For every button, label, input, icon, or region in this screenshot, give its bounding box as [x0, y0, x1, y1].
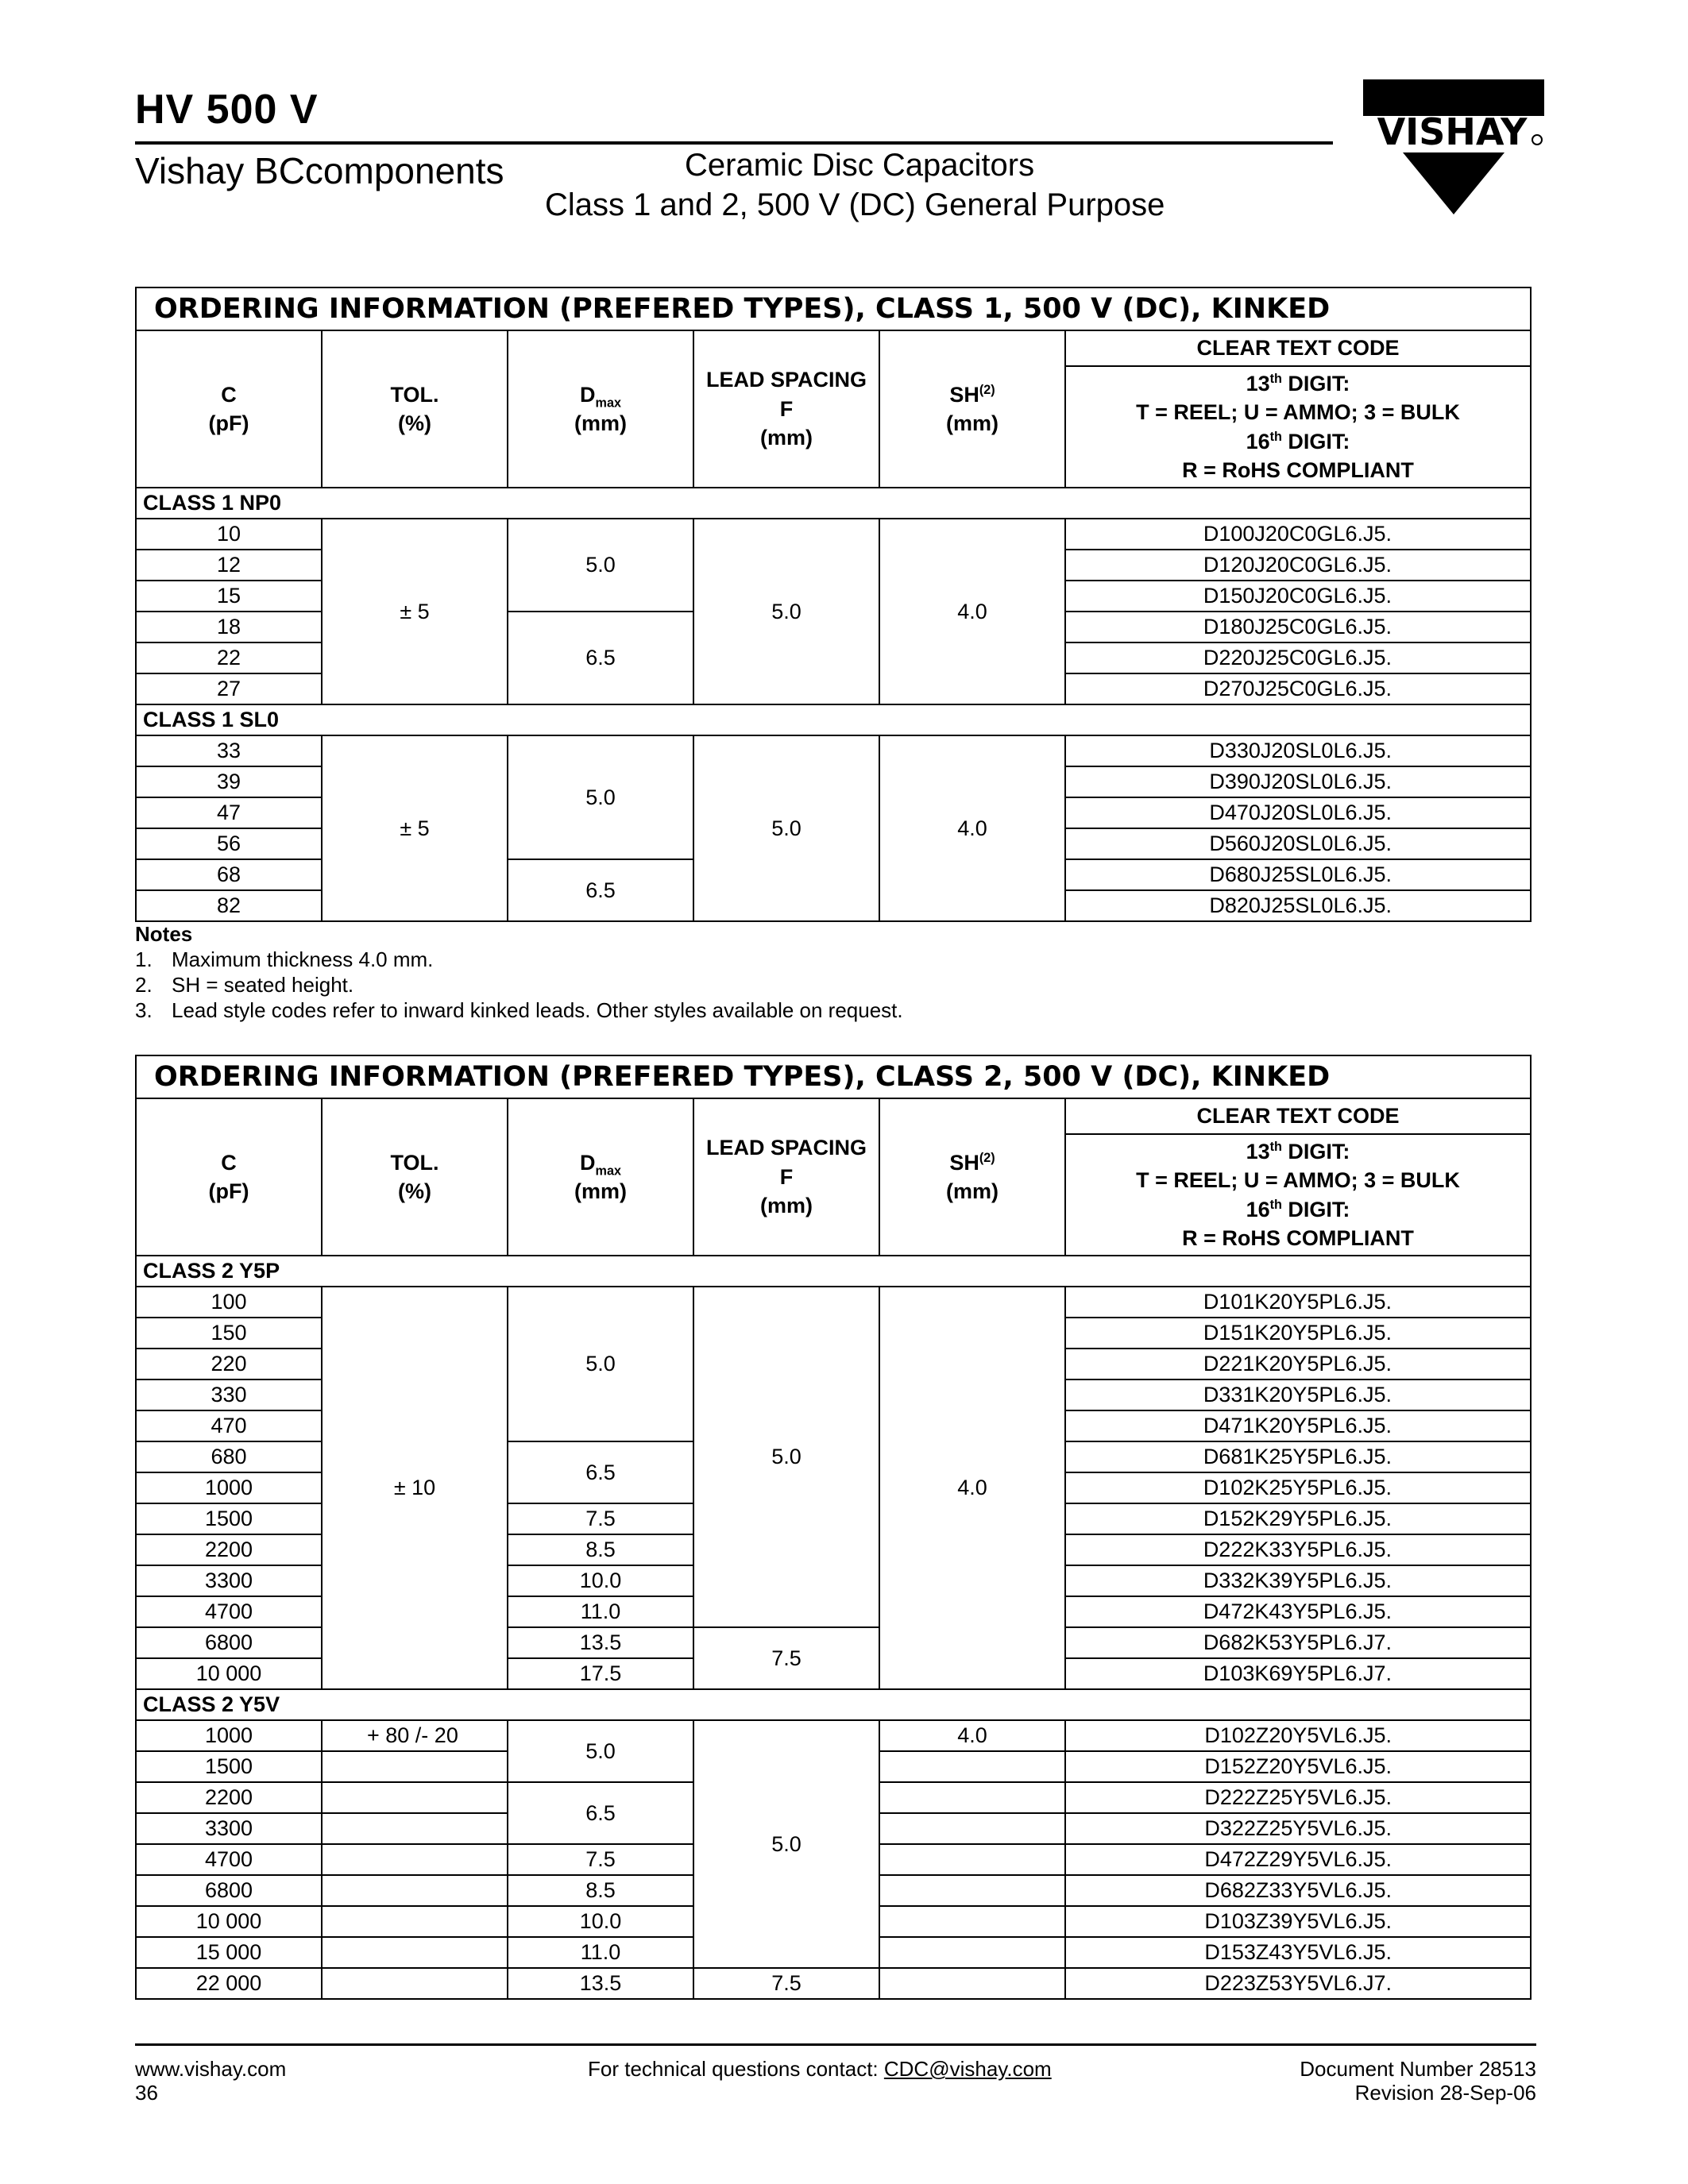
cell-tol — [322, 1906, 508, 1937]
cell-code: D223Z53Y5VL6.J7. — [1065, 1968, 1531, 1999]
cell-sh — [879, 1875, 1065, 1906]
notes-heading: Notes — [135, 922, 193, 946]
cell-c: 56 — [136, 828, 322, 859]
cell-code: D102K25Y5PL6.J5. — [1065, 1472, 1531, 1503]
cell-lead-spacing: 7.5 — [693, 1627, 879, 1689]
cell-code: D560J20SL0L6.J5. — [1065, 828, 1531, 859]
cell-code: D103K69Y5PL6.J7. — [1065, 1658, 1531, 1689]
header-rule — [135, 141, 1333, 145]
cell-c: 1500 — [136, 1751, 322, 1782]
cell-c: 3300 — [136, 1813, 322, 1844]
cell-code: D682Z33Y5VL6.J5. — [1065, 1875, 1531, 1906]
cell-code: D221K20Y5PL6.J5. — [1065, 1349, 1531, 1379]
cell-tol: + 80 /- 20 — [322, 1720, 508, 1751]
cell-c: 4700 — [136, 1844, 322, 1875]
cell-dmax: 13.5 — [508, 1627, 693, 1658]
cell-c: 220 — [136, 1349, 322, 1379]
cell-c: 10 000 — [136, 1906, 322, 1937]
page-title: HV 500 V — [135, 87, 319, 133]
cell-code: D152Z20Y5VL6.J5. — [1065, 1751, 1531, 1782]
cell-code: D270J25C0GL6.J5. — [1065, 673, 1531, 704]
cell-code: D120J20C0GL6.J5. — [1065, 550, 1531, 581]
subtitle-line-1: Ceramic Disc Capacitors — [685, 148, 1035, 183]
cell-code: D471K20Y5PL6.J5. — [1065, 1410, 1531, 1441]
cell-sh — [879, 1937, 1065, 1968]
cell-c: 3300 — [136, 1565, 322, 1596]
cell-tol — [322, 1813, 508, 1844]
vishay-logo — [1363, 79, 1544, 214]
note-item: 3. Lead style codes refer to inward kinked leads. Other styles available on request. — [135, 998, 903, 1022]
cell-c: 2200 — [136, 1534, 322, 1565]
cell-tol — [322, 1844, 508, 1875]
cell-c: 22 000 — [136, 1968, 322, 1999]
cell-code: D150J20C0GL6.J5. — [1065, 581, 1531, 612]
cell-code: D322Z25Y5VL6.J5. — [1065, 1813, 1531, 1844]
cell-sh: 4.0 — [879, 1287, 1065, 1689]
cell-code: D100J20C0GL6.J5. — [1065, 519, 1531, 550]
cell-sh — [879, 1813, 1065, 1844]
cell-code: D180J25C0GL6.J5. — [1065, 612, 1531, 642]
footer-contact: For technical questions contact: CDC@vishay.com — [588, 2057, 1052, 2081]
col-header-lead-spacing: LEAD SPACING F (mm) — [693, 330, 879, 488]
cell-dmax: 5.0 — [508, 1287, 693, 1441]
col-header-lead-spacing: LEAD SPACING F (mm) — [693, 1098, 879, 1256]
cell-dmax: 10.0 — [508, 1565, 693, 1596]
cell-c: 150 — [136, 1318, 322, 1349]
cell-tol — [322, 1937, 508, 1968]
cell-lead-spacing: 5.0 — [693, 1720, 879, 1968]
col-header-c: C (pF) — [136, 330, 322, 488]
note-item: 1. Maximum thickness 4.0 mm. — [135, 947, 434, 971]
cell-c: 27 — [136, 673, 322, 704]
table-title: ORDERING INFORMATION (PREFERED TYPES), CLASS 2, 500 V (DC), KINKED — [136, 1055, 1531, 1098]
footer-url[interactable]: www.vishay.com — [135, 2057, 287, 2081]
cell-c: 33 — [136, 735, 322, 766]
col-header-code-digits: 13th DIGIT: T = REEL; U = AMMO; 3 = BULK 16th DIGIT: R = RoHS COMPLIANT — [1065, 366, 1531, 488]
cell-code: D331K20Y5PL6.J5. — [1065, 1379, 1531, 1410]
cell-dmax: 5.0 — [508, 519, 693, 612]
col-header-c: C (pF) — [136, 1098, 322, 1256]
document-number: Document Number 28513 — [1300, 2057, 1536, 2081]
table-title: ORDERING INFORMATION (PREFERED TYPES), CLASS 1, 500 V (DC), KINKED — [136, 287, 1531, 330]
cell-dmax: 11.0 — [508, 1596, 693, 1627]
cell-sh — [879, 1968, 1065, 1999]
cell-c: 18 — [136, 612, 322, 642]
class-label: CLASS 1 SL0 — [136, 704, 1531, 735]
ordering-table-class-2 — [135, 1055, 1532, 2000]
cell-tol — [322, 1968, 508, 1999]
cell-dmax: 8.5 — [508, 1875, 693, 1906]
cell-code: D103Z39Y5VL6.J5. — [1065, 1906, 1531, 1937]
cell-dmax: 17.5 — [508, 1658, 693, 1689]
cell-dmax: 8.5 — [508, 1534, 693, 1565]
col-header-tol: TOL. (%) — [322, 330, 508, 488]
cell-lead-spacing: 7.5 — [693, 1968, 879, 1999]
class-label: CLASS 2 Y5V — [136, 1689, 1531, 1720]
cell-tol — [322, 1875, 508, 1906]
cell-c: 6800 — [136, 1875, 322, 1906]
cell-sh — [879, 1751, 1065, 1782]
cell-sh — [879, 1906, 1065, 1937]
cell-code: D220J25C0GL6.J5. — [1065, 642, 1531, 673]
cell-lead-spacing: 5.0 — [693, 519, 879, 704]
cell-tol: ± 5 — [322, 735, 508, 921]
cell-code: D152K29Y5PL6.J5. — [1065, 1503, 1531, 1534]
cell-c: 68 — [136, 859, 322, 890]
cell-c: 15 000 — [136, 1937, 322, 1968]
cell-dmax: 10.0 — [508, 1906, 693, 1937]
cell-dmax: 11.0 — [508, 1937, 693, 1968]
cell-sh: 4.0 — [879, 735, 1065, 921]
notes — [135, 921, 903, 1023]
class-label: CLASS 1 NP0 — [136, 488, 1531, 519]
cell-dmax: 7.5 — [508, 1844, 693, 1875]
cell-dmax: 7.5 — [508, 1503, 693, 1534]
cell-c: 330 — [136, 1379, 322, 1410]
cell-code: D222Z25Y5VL6.J5. — [1065, 1782, 1531, 1813]
cell-code: D470J20SL0L6.J5. — [1065, 797, 1531, 828]
cell-code: D680J25SL0L6.J5. — [1065, 859, 1531, 890]
contact-email-link[interactable]: CDC@vishay.com — [883, 2057, 1052, 2081]
col-header-sh: SH$^{(2)}$ (mm) — [879, 1098, 1065, 1256]
cell-c: 1500 — [136, 1503, 322, 1534]
company-name: Vishay BCcomponents — [135, 150, 504, 191]
col-header-clear-text-code: CLEAR TEXT CODE — [1065, 1098, 1531, 1134]
cell-code: D330J20SL0L6.J5. — [1065, 735, 1531, 766]
col-header-tol: TOL. (%) — [322, 1098, 508, 1256]
cell-c: 470 — [136, 1410, 322, 1441]
cell-c: 100 — [136, 1287, 322, 1318]
cell-dmax: 5.0 — [508, 1720, 693, 1782]
cell-tol — [322, 1751, 508, 1782]
cell-c: 6800 — [136, 1627, 322, 1658]
cell-c: 39 — [136, 766, 322, 797]
cell-c: 2200 — [136, 1782, 322, 1813]
cell-dmax: 6.5 — [508, 859, 693, 921]
note-item: 2. SH = seated height. — [135, 973, 354, 997]
cell-c: 82 — [136, 890, 322, 921]
cell-c: 10 — [136, 519, 322, 550]
cell-code: D390J20SL0L6.J5. — [1065, 766, 1531, 797]
cell-code: D472Z29Y5VL6.J5. — [1065, 1844, 1531, 1875]
footer-rule — [135, 2043, 1536, 2046]
cell-code: D681K25Y5PL6.J5. — [1065, 1441, 1531, 1472]
logo-text: VISHAY — [1377, 110, 1528, 153]
cell-sh: 4.0 — [879, 1720, 1065, 1751]
class-label: CLASS 2 Y5P — [136, 1256, 1531, 1287]
cell-tol: ± 10 — [322, 1287, 508, 1689]
cell-code: D332K39Y5PL6.J5. — [1065, 1565, 1531, 1596]
cell-c: 22 — [136, 642, 322, 673]
cell-c: 1000 — [136, 1720, 322, 1751]
cell-code: D222K33Y5PL6.J5. — [1065, 1534, 1531, 1565]
cell-dmax: 6.5 — [508, 1782, 693, 1844]
cell-code: D102Z20Y5VL6.J5. — [1065, 1720, 1531, 1751]
cell-sh — [879, 1844, 1065, 1875]
cell-code: D101K20Y5PL6.J5. — [1065, 1287, 1531, 1318]
cell-dmax: 5.0 — [508, 735, 693, 859]
cell-lead-spacing: 5.0 — [693, 1287, 879, 1627]
cell-c: 10 000 — [136, 1658, 322, 1689]
cell-dmax: 6.5 — [508, 612, 693, 704]
page-number: 36 — [135, 2081, 158, 2105]
cell-code: D820J25SL0L6.J5. — [1065, 890, 1531, 921]
subtitle-line-2: Class 1 and 2, 500 V (DC) General Purpose — [545, 187, 1165, 222]
cell-c: 15 — [136, 581, 322, 612]
col-header-dmax: $D_{max}$ (mm) — [508, 1098, 693, 1256]
cell-sh — [879, 1782, 1065, 1813]
cell-code: D472K43Y5PL6.J5. — [1065, 1596, 1531, 1627]
cell-lead-spacing: 5.0 — [693, 735, 879, 921]
cell-code: D682K53Y5PL6.J7. — [1065, 1627, 1531, 1658]
col-header-code-digits: 13th DIGIT: T = REEL; U = AMMO; 3 = BULK 16th DIGIT: R = RoHS COMPLIANT — [1065, 1134, 1531, 1256]
cell-c: 47 — [136, 797, 322, 828]
cell-c: 680 — [136, 1441, 322, 1472]
cell-tol: ± 5 — [322, 519, 508, 704]
cell-code: D153Z43Y5VL6.J5. — [1065, 1937, 1531, 1968]
cell-c: 12 — [136, 550, 322, 581]
cell-dmax: 13.5 — [508, 1968, 693, 1999]
revision-date: Revision 28-Sep-06 — [1354, 2081, 1536, 2105]
col-header-dmax: $D_{max}$ (mm) — [508, 330, 693, 488]
cell-dmax: 6.5 — [508, 1441, 693, 1503]
col-header-sh: SH$^{(2)}$ (mm) — [879, 330, 1065, 488]
cell-c: 4700 — [136, 1596, 322, 1627]
col-header-clear-text-code: CLEAR TEXT CODE — [1065, 330, 1531, 366]
cell-c: 1000 — [136, 1472, 322, 1503]
ordering-table-class-1 — [135, 287, 1532, 922]
cell-sh: 4.0 — [879, 519, 1065, 704]
cell-tol — [322, 1782, 508, 1813]
cell-code: D151K20Y5PL6.J5. — [1065, 1318, 1531, 1349]
